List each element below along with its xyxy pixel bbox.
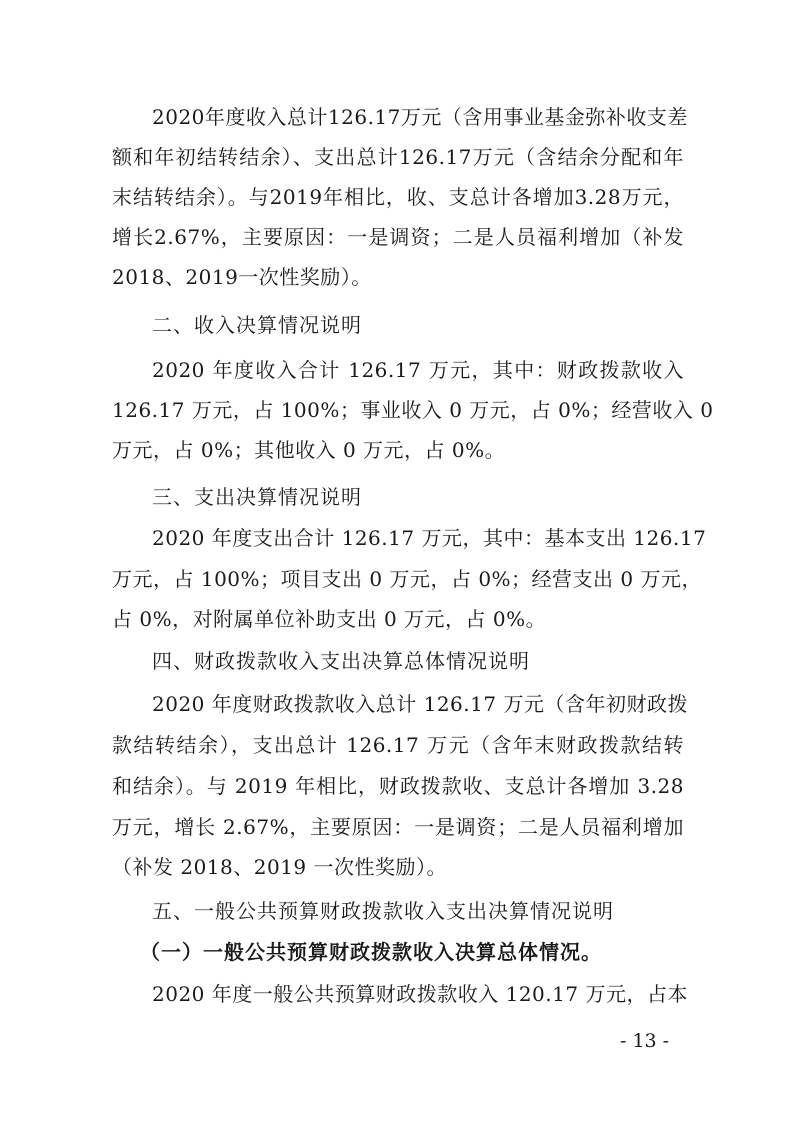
paragraph-line: 和结余）。与 2019 年相比，财政拨款收、支总计各增加 3.28	[112, 774, 684, 798]
paragraph-line: 万元，增长 2.67%，主要原因：一是调资；二是人员福利增加	[112, 815, 684, 839]
paragraph-line: 款结转结余），支出总计 126.17 万元（含年末财政拨款结转	[112, 733, 684, 757]
paragraph-line: 占 0%，对附属单位补助支出 0 万元，占 0%。	[112, 607, 547, 631]
paragraph-line: 2020 年度收入合计 126.17 万元，其中：财政拨款收入	[152, 358, 684, 382]
paragraph-line: 万元，占 100%；项目支出 0 万元，占 0%；经营支出 0 万元，	[112, 567, 702, 591]
section-heading: 四、财政拨款收入支出决算总体情况说明	[152, 649, 530, 673]
paragraph-line: 额和年初结转结余）、支出总计126.17万元（含结余分配和年	[112, 145, 684, 169]
paragraph-line: 2020年度收入总计126.17万元（含用事业基金弥补收支差	[152, 105, 688, 129]
paragraph-line: 末结转结余）。与2019年相比，收、支总计各增加3.28万元，	[112, 185, 684, 209]
paragraph-line: 2018、2019一次性奖励）。	[112, 265, 372, 289]
paragraph-line: 2020 年度支出合计 126.17 万元，其中：基本支出 126.17	[152, 526, 707, 550]
paragraph-line: 万元，占 0%；其他收入 0 万元，占 0%。	[112, 438, 506, 462]
section-heading: 三、支出决算情况说明	[152, 485, 362, 509]
paragraph-line: 2020 年度财政拨款收入总计 126.17 万元（含年初财政拨	[152, 692, 688, 716]
subsection-heading: （一）一般公共预算财政拨款收入决算总体情况。	[140, 940, 602, 964]
paragraph-line: 2020 年度一般公共预算财政拨款收入 120.17 万元，占本	[152, 982, 688, 1006]
paragraph-line: 增长2.67%，主要原因：一是调资；二是人员福利增加（补发	[112, 225, 684, 249]
page-number: - 13 -	[620, 1030, 670, 1052]
section-heading: 二、收入决算情况说明	[152, 313, 362, 337]
section-heading: 五、一般公共预算财政拨款收入支出决算情况说明	[152, 899, 614, 923]
paragraph-line: 126.17 万元，占 100%；事业收入 0 万元，占 0%；经营收入 0	[112, 398, 714, 422]
paragraph-line: （补发 2018、2019 一次性奖励）。	[112, 855, 448, 879]
